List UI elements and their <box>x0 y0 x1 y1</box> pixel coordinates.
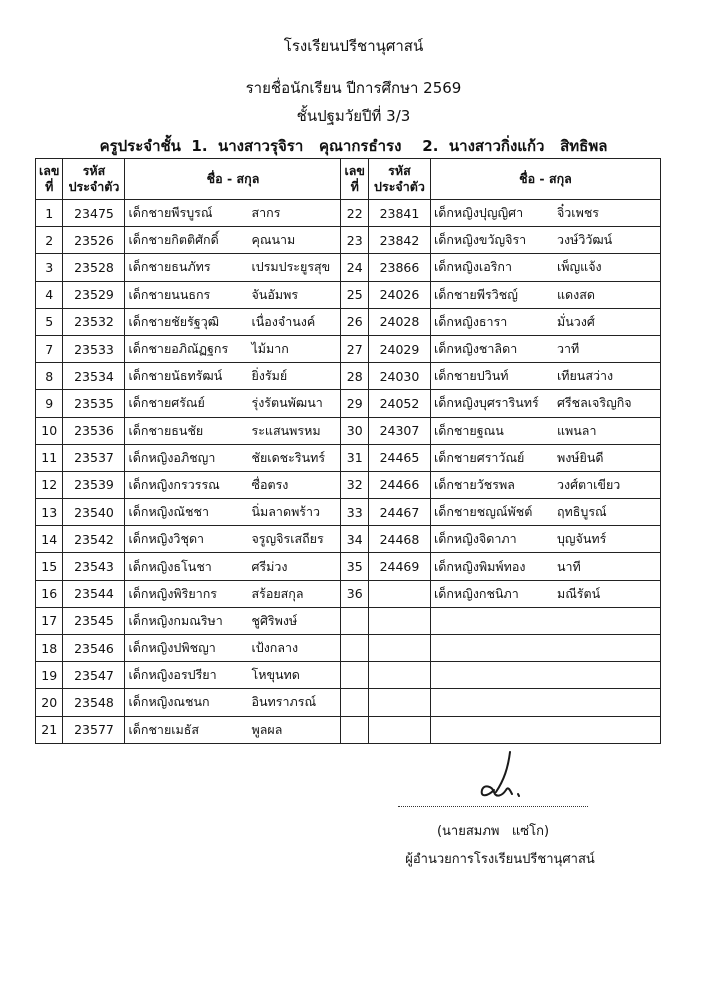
student-name <box>430 254 660 281</box>
homeroom-teachers: ครูประจำชั้น 1. นางสาวรุจิรา คุณากรธำรง 2. นางสาวกิ่งแก้ว สิทธิพล <box>99 137 608 155</box>
student-id: 23536 <box>63 417 125 444</box>
student-first-name: เด็กหญิงอรปรียา <box>128 667 217 683</box>
student-last-name: เปรมประยูรสุข <box>251 259 331 275</box>
signer-position: ผู้อำนวยการโรงเรียนปรีชานุศาสน์ <box>405 852 595 867</box>
student-number: 5 <box>36 308 63 335</box>
student-number: 11 <box>36 444 63 471</box>
table-row <box>36 553 661 580</box>
student-first-name: เด็กชายกิตติศักดิ์ <box>128 232 219 248</box>
student-id: 23545 <box>63 607 125 634</box>
student-name <box>125 281 341 308</box>
student-number: 9 <box>36 390 63 417</box>
student-last-name: พูลผล <box>251 721 283 737</box>
student-first-name: เด็กชายชัยรัฐวุฒิ <box>128 313 219 329</box>
student-id: 23540 <box>63 499 125 526</box>
student-name <box>125 308 341 335</box>
student-id: 24029 <box>368 335 430 362</box>
student-first-name: เด็กหญิงขวัญจิรา <box>433 232 527 248</box>
student-name <box>430 662 660 689</box>
student-id: 23534 <box>63 363 125 390</box>
student-first-name: เด็กชายธนภัทร <box>128 259 211 275</box>
student-id: 24030 <box>368 363 430 390</box>
column-header-number: เลข ที่ <box>36 159 63 200</box>
student-number <box>341 662 368 689</box>
student-id <box>368 607 430 634</box>
column-header-name: ชื่อ - สกุล <box>430 159 660 200</box>
student-name <box>430 635 660 662</box>
student-number: 24 <box>341 254 368 281</box>
table-row <box>36 499 661 526</box>
student-last-name: ชัยเดชะรินทร์ <box>251 449 326 465</box>
student-first-name: เด็กชายเมธัส <box>128 721 200 737</box>
student-id: 24467 <box>368 499 430 526</box>
student-last-name: ยิ่งรัมย์ <box>251 368 288 384</box>
student-last-name: บุญจันทร์ <box>556 531 607 547</box>
student-last-name: ไม้มาก <box>251 341 289 357</box>
student-number: 2 <box>36 227 63 254</box>
student-last-name: จันอัมพร <box>251 286 299 302</box>
student-first-name: เด็กชายพีรวิชญ์ <box>433 286 518 302</box>
student-id: 23475 <box>63 200 125 227</box>
student-number: 3 <box>36 254 63 281</box>
student-roster-table <box>35 158 661 744</box>
student-last-name: ฤทธิบูรณ์ <box>556 504 607 520</box>
student-id: 23537 <box>63 444 125 471</box>
student-first-name: เด็กหญิงวิชุดา <box>128 531 205 547</box>
student-id: 23546 <box>63 635 125 662</box>
student-number <box>341 689 368 716</box>
student-name <box>125 689 341 716</box>
student-name <box>125 553 341 580</box>
student-number: 23 <box>341 227 368 254</box>
student-name <box>430 335 660 362</box>
column-header-number: เลข ที่ <box>341 159 368 200</box>
student-name <box>430 444 660 471</box>
student-name <box>125 526 341 553</box>
student-id: 23535 <box>63 390 125 417</box>
student-first-name: เด็กชายนนธกร <box>128 286 211 302</box>
student-id: 23532 <box>63 308 125 335</box>
student-name <box>430 526 660 553</box>
student-number <box>341 607 368 634</box>
student-number: 35 <box>341 553 368 580</box>
student-last-name: แดงสด <box>556 286 595 302</box>
student-number: 26 <box>341 308 368 335</box>
student-last-name: จรูญจิรเสถียร <box>251 531 324 547</box>
table-row <box>36 580 661 607</box>
student-first-name: เด็กหญิงปพิชญา <box>128 640 216 656</box>
student-last-name: เพ็ญแจ้ง <box>556 259 602 275</box>
student-number: 32 <box>341 471 368 498</box>
student-last-name: มณีรัตน์ <box>556 585 601 601</box>
student-name <box>430 200 660 227</box>
student-name <box>430 580 660 607</box>
student-id <box>368 580 430 607</box>
student-id: 23841 <box>368 200 430 227</box>
student-id: 24307 <box>368 417 430 444</box>
student-number: 15 <box>36 553 63 580</box>
roster-body <box>36 200 661 744</box>
student-last-name: โหขุนทด <box>251 667 300 683</box>
student-last-name: ศรีชลเจริญกิจ <box>556 395 632 411</box>
table-row <box>36 662 661 689</box>
student-name <box>430 308 660 335</box>
student-id: 23866 <box>368 254 430 281</box>
student-number: 34 <box>341 526 368 553</box>
student-name <box>125 200 341 227</box>
student-id: 23526 <box>63 227 125 254</box>
student-id: 23543 <box>63 553 125 580</box>
student-first-name: เด็กหญิงพิมพ์ทอง <box>433 558 526 574</box>
student-name <box>125 607 341 634</box>
student-number: 10 <box>36 417 63 444</box>
student-first-name: เด็กหญิงณัชชา <box>128 504 210 520</box>
student-number: 29 <box>341 390 368 417</box>
student-last-name: เป้งกลาง <box>251 640 299 656</box>
student-name <box>430 689 660 716</box>
student-name <box>430 363 660 390</box>
student-first-name: เด็กหญิงปุญญิศา <box>433 205 524 221</box>
student-number: 8 <box>36 363 63 390</box>
student-id: 24052 <box>368 390 430 417</box>
student-name <box>125 227 341 254</box>
student-number: 28 <box>341 363 368 390</box>
student-id <box>368 662 430 689</box>
student-number: 4 <box>36 281 63 308</box>
student-last-name: มั่นวงศ์ <box>556 313 595 329</box>
student-number <box>341 635 368 662</box>
column-header-name: ชื่อ - สกุล <box>125 159 341 200</box>
student-first-name: เด็กหญิงธโนชา <box>128 558 212 574</box>
table-row <box>36 444 661 471</box>
student-name <box>125 662 341 689</box>
student-name <box>125 635 341 662</box>
student-name <box>125 254 341 281</box>
student-last-name: จิ๋วเพชร <box>556 205 600 221</box>
student-name <box>125 390 341 417</box>
student-first-name: เด็กชายศรัณย์ <box>128 395 205 411</box>
student-last-name: เทียนสว่าง <box>556 368 614 384</box>
student-first-name: เด็กชายชญณ์พัชต์ <box>433 504 533 520</box>
student-first-name: เด็กหญิงกมณริษา <box>128 612 223 628</box>
student-first-name: เด็กหญิงณชนก <box>128 694 210 710</box>
student-first-name: เด็กชายวัชรพล <box>433 476 515 492</box>
student-last-name: ศรีม่วง <box>251 558 288 574</box>
table-row <box>36 227 661 254</box>
student-first-name: เด็กชายพีรบูรณ์ <box>128 205 213 221</box>
student-first-name: เด็กชายนัธทรัฒน์ <box>128 368 223 384</box>
student-name <box>125 471 341 498</box>
student-last-name: สร้อยสกุล <box>251 585 304 601</box>
student-name <box>125 716 341 743</box>
student-last-name: ระแสนพรหม <box>251 422 321 438</box>
student-name <box>125 499 341 526</box>
student-id: 23548 <box>63 689 125 716</box>
column-header-student-id: รหัส ประจำตัว <box>368 159 430 200</box>
school-name: โรงเรียนปรีชานุศาสน์ <box>283 37 424 55</box>
table-row <box>36 689 661 716</box>
student-last-name: ชูศิริพงษ์ <box>251 612 298 628</box>
list-title: รายชื่อนักเรียน ปีการศึกษา 2569 <box>245 79 462 97</box>
student-last-name: เนื่องจำนงค์ <box>251 313 316 329</box>
student-first-name: เด็กหญิงจิดาภา <box>433 531 517 547</box>
student-number: 12 <box>36 471 63 498</box>
student-id: 23539 <box>63 471 125 498</box>
student-last-name: วาที <box>556 341 580 357</box>
table-row <box>36 335 661 362</box>
table-row <box>36 471 661 498</box>
table-row <box>36 526 661 553</box>
student-first-name: เด็กหญิงอภิชญา <box>128 449 216 465</box>
student-id: 23577 <box>63 716 125 743</box>
student-last-name: นาที <box>556 558 581 574</box>
student-id: 24468 <box>368 526 430 553</box>
student-number: 20 <box>36 689 63 716</box>
student-number: 18 <box>36 635 63 662</box>
student-first-name: เด็กหญิงกชนิภา <box>433 585 519 601</box>
signer-name: (นายสมภพ แซ่โก) <box>436 824 550 839</box>
student-id <box>368 689 430 716</box>
student-first-name: เด็กหญิงเอริกา <box>433 259 513 275</box>
table-row <box>36 254 661 281</box>
student-name <box>430 499 660 526</box>
student-id: 24465 <box>368 444 430 471</box>
column-header-student-id: รหัส ประจำตัว <box>63 159 125 200</box>
student-id: 23542 <box>63 526 125 553</box>
student-number: 25 <box>341 281 368 308</box>
student-name <box>430 281 660 308</box>
student-number: 19 <box>36 662 63 689</box>
table-row <box>36 390 661 417</box>
student-name <box>125 363 341 390</box>
table-row <box>36 363 661 390</box>
student-last-name: วงศ์ตาเขียว <box>556 476 621 492</box>
student-number: 36 <box>341 580 368 607</box>
student-name <box>430 417 660 444</box>
student-last-name: วงษ์วิวัฒน์ <box>556 232 613 248</box>
student-name <box>125 444 341 471</box>
student-id <box>368 635 430 662</box>
student-id: 23528 <box>63 254 125 281</box>
table-header-row <box>36 159 661 200</box>
student-number: 17 <box>36 607 63 634</box>
student-last-name: สากร <box>251 205 281 221</box>
student-last-name: แพนลา <box>556 422 597 438</box>
table-row <box>36 417 661 444</box>
student-first-name: เด็กชายศราวัณย์ <box>433 449 525 465</box>
table-row <box>36 200 661 227</box>
student-last-name: รุ่งรัตนพัฒนา <box>251 395 323 411</box>
student-first-name: เด็กหญิงกรวรรณ <box>128 476 220 492</box>
student-last-name: พงษ์ยินดี <box>556 449 604 465</box>
student-id: 23529 <box>63 281 125 308</box>
student-number: 27 <box>341 335 368 362</box>
student-name <box>430 471 660 498</box>
student-id: 23544 <box>63 580 125 607</box>
student-id: 23533 <box>63 335 125 362</box>
student-number: 14 <box>36 526 63 553</box>
table-row <box>36 607 661 634</box>
student-last-name: ซื่อตรง <box>251 476 289 492</box>
student-id: 24469 <box>368 553 430 580</box>
student-id: 23842 <box>368 227 430 254</box>
student-number: 30 <box>341 417 368 444</box>
student-first-name: เด็กหญิงพิริยากร <box>128 585 218 601</box>
student-id: 24466 <box>368 471 430 498</box>
student-last-name: อินทราภรณ์ <box>251 694 317 710</box>
student-number: 31 <box>341 444 368 471</box>
student-number: 13 <box>36 499 63 526</box>
student-name <box>125 417 341 444</box>
student-first-name: เด็กหญิงบุศรารินทร์ <box>433 395 539 411</box>
student-first-name: เด็กหญิงธารา <box>433 313 508 329</box>
student-name <box>430 390 660 417</box>
table-row <box>36 308 661 335</box>
student-number: 21 <box>36 716 63 743</box>
student-first-name: เด็กชายฐณน <box>433 422 504 438</box>
student-number: 1 <box>36 200 63 227</box>
student-number <box>341 716 368 743</box>
signature-line <box>398 806 588 807</box>
student-last-name: คุณนาม <box>251 232 296 248</box>
class-level: ชั้นปฐมวัยปีที่ 3/3 <box>296 107 411 125</box>
student-id: 23547 <box>63 662 125 689</box>
student-name <box>125 335 341 362</box>
director-signature <box>398 740 588 810</box>
student-first-name: เด็กชายธนชัย <box>128 422 204 438</box>
student-name <box>125 580 341 607</box>
student-last-name: นิ่มลาดพร้าว <box>251 504 321 520</box>
student-first-name: เด็กหญิงชาลิดา <box>433 341 518 357</box>
student-name <box>430 607 660 634</box>
student-first-name: เด็กชายอภิณัฏฐกร <box>128 341 229 357</box>
student-number: 33 <box>341 499 368 526</box>
student-number: 22 <box>341 200 368 227</box>
student-name <box>430 553 660 580</box>
student-number: 16 <box>36 580 63 607</box>
table-row <box>36 635 661 662</box>
student-id: 24026 <box>368 281 430 308</box>
student-number: 7 <box>36 335 63 362</box>
student-name <box>430 227 660 254</box>
student-first-name: เด็กชายปวินท์ <box>433 368 509 384</box>
student-id: 24028 <box>368 308 430 335</box>
table-row <box>36 281 661 308</box>
